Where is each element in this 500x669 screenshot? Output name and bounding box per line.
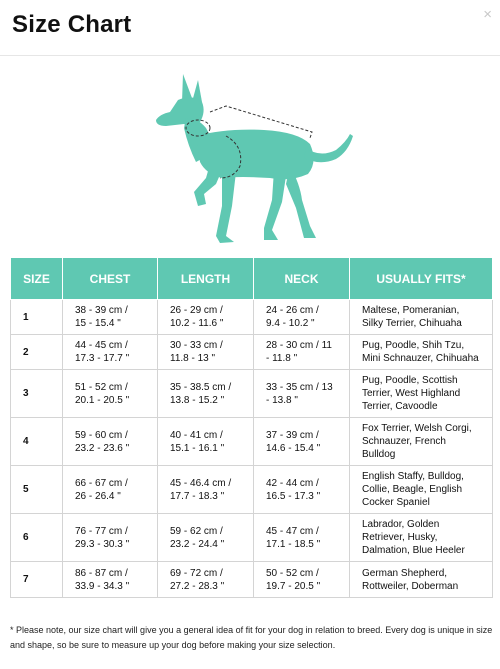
table-row: [11, 370, 493, 418]
length-cell: 45 - 46.4 cm / 17.7 - 18.3 ": [158, 466, 254, 514]
chest-cell: 51 - 52 cm / 20.1 - 20.5 ": [63, 370, 158, 418]
header-chest: CHEST: [63, 258, 158, 300]
chest-cell: 38 - 39 cm / 15 - 15.4 ": [63, 300, 158, 335]
fits-cell: Pug, Poodle, Shih Tzu, Mini Schnauzer, Chihuaha: [350, 335, 493, 370]
table-row: [11, 300, 493, 335]
header-usually-fits: USUALLY FITS*: [350, 258, 493, 300]
chest-cell: 86 - 87 cm / 33.9 - 34.3 ": [63, 562, 158, 598]
neck-cell: 33 - 35 cm / 13 - 13.8 ": [254, 370, 350, 418]
length-cell: 35 - 38.5 cm / 13.8 - 15.2 ": [158, 370, 254, 418]
header-neck: NECK: [254, 258, 350, 300]
neck-cell: 45 - 47 cm / 17.1 - 18.5 ": [254, 514, 350, 562]
neck-cell: 42 - 44 cm / 16.5 - 17.3 ": [254, 466, 350, 514]
size-chart-table: [10, 257, 493, 598]
size-cell: 5: [11, 466, 63, 514]
modal-header: [0, 0, 500, 56]
length-cell: 59 - 62 cm / 23.2 - 24.4 ": [158, 514, 254, 562]
table-row: [11, 418, 493, 466]
table-row: [11, 562, 493, 598]
length-cell: 30 - 33 cm / 11.8 - 13 ": [158, 335, 254, 370]
table-body: [11, 300, 493, 598]
size-cell: 6: [11, 514, 63, 562]
neck-cell: 50 - 52 cm / 19.7 - 20.5 ": [254, 562, 350, 598]
length-cell: 26 - 29 cm / 10.2 - 11.6 ": [158, 300, 254, 335]
neck-cell: 28 - 30 cm / 11 - 11.8 ": [254, 335, 350, 370]
chest-cell: 59 - 60 cm / 23.2 - 23.6 ": [63, 418, 158, 466]
size-cell: 3: [11, 370, 63, 418]
dog-measurement-illustration: [140, 66, 360, 246]
length-cell: 40 - 41 cm / 15.1 - 16.1 ": [158, 418, 254, 466]
table-row: [11, 335, 493, 370]
footnote: * Please note, our size chart will give you a general idea of fit for your dog in relation to breed. Every dog is unique in size and shape, so be sure to measure up your dog before making your size selection.: [10, 625, 493, 650]
size-cell: 1: [11, 300, 63, 335]
table-header-row: [11, 258, 493, 300]
chest-cell: 66 - 67 cm / 26 - 26.4 ": [63, 466, 158, 514]
header-length: LENGTH: [158, 258, 254, 300]
neck-cell: 24 - 26 cm / 9.4 - 10.2 ": [254, 300, 350, 335]
size-cell: 7: [11, 562, 63, 598]
table-row: [11, 514, 493, 562]
length-cell: 69 - 72 cm / 27.2 - 28.3 ": [158, 562, 254, 598]
header-size: SIZE: [11, 258, 63, 300]
fits-cell: Labrador, Golden Retriever, Husky, Dalmation, Blue Heeler: [350, 514, 493, 562]
neck-cell: 37 - 39 cm / 14.6 - 15.4 ": [254, 418, 350, 466]
fits-cell: German Shepherd, Rottweiler, Doberman: [350, 562, 493, 598]
size-cell: 2: [11, 335, 63, 370]
fits-cell: Pug, Poodle, Scottish Terrier, West Highland Terrier, Cavoodle: [350, 370, 493, 418]
fits-cell: Maltese, Pomeranian, Silky Terrier, Chihuaha: [350, 300, 493, 335]
size-cell: 4: [11, 418, 63, 466]
table-row: [11, 466, 493, 514]
chest-cell: 76 - 77 cm / 29.3 - 30.3 ": [63, 514, 158, 562]
close-icon[interactable]: ×: [483, 6, 492, 23]
modal-title: Size Chart: [12, 11, 132, 38]
dog-silhouette-icon: [156, 74, 353, 243]
fits-cell: Fox Terrier, Welsh Corgi, Schnauzer, French Bulldog: [350, 418, 493, 466]
fits-cell: English Staffy, Bulldog, Collie, Beagle, English Cocker Spaniel: [350, 466, 493, 514]
chest-cell: 44 - 45 cm / 17.3 - 17.7 ": [63, 335, 158, 370]
